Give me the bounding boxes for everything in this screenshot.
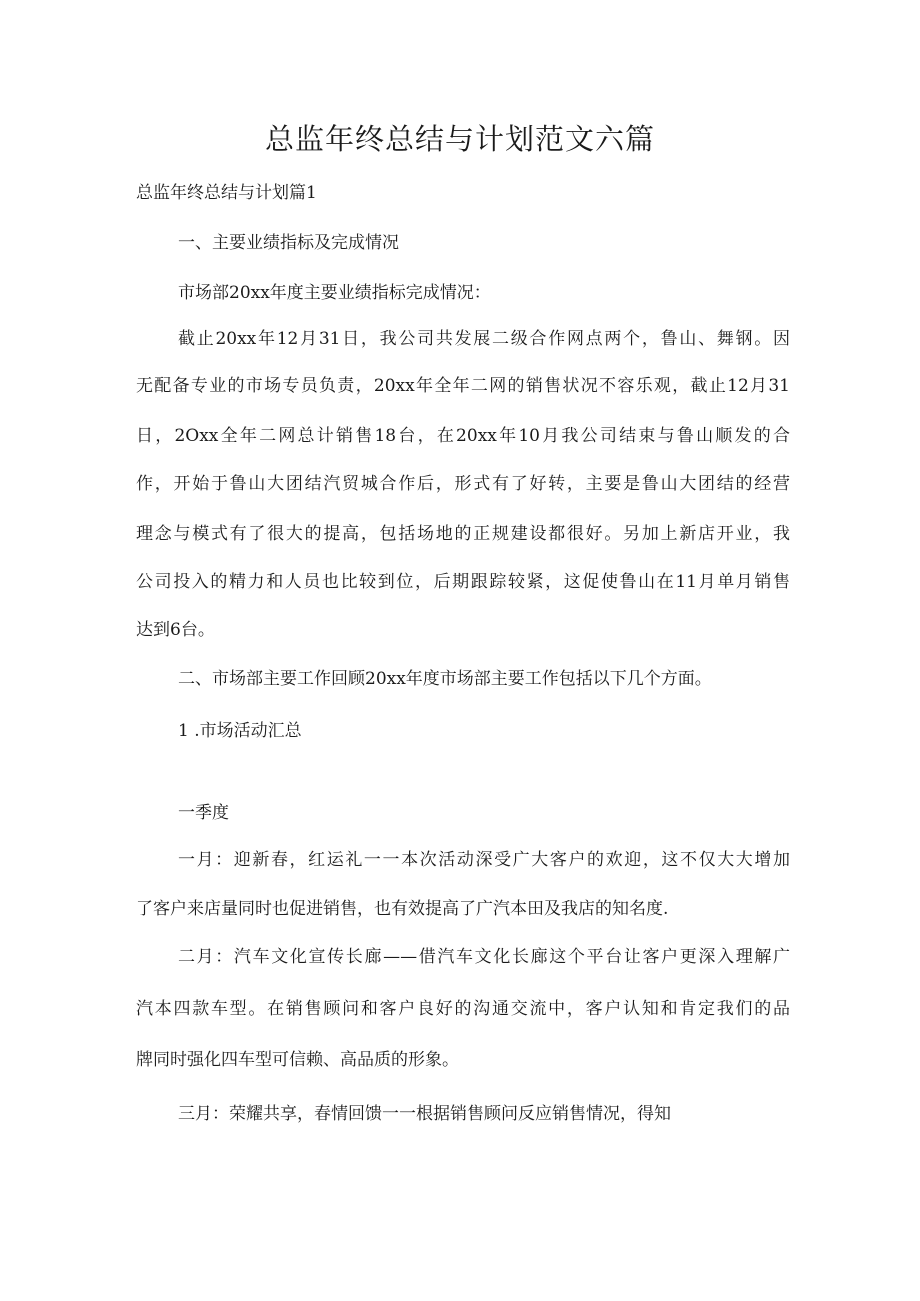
paragraph-line: 公司投入的精力和人员也比较到位，后期跟踪较紧，这促使鲁山在11月单月销售 [136, 572, 790, 592]
paragraph-line: 日，2Oxx全年二网总计销售18台，在20xx年10月我公司结束与鲁山顺发的合 [136, 426, 790, 446]
section-heading: 总监年终总结与计划篇1 [136, 183, 317, 203]
paragraph-line: 理念与模式有了很大的提高，包括场地的正规建设都很好。另加上新店开业，我 [136, 524, 790, 544]
paragraph-line: 二月：汽车文化宣传长廊——借汽车文化长廊这个平台让客户更深入理解广 [178, 947, 790, 967]
paragraph-line: 汽本四款车型。在销售顾问和客户良好的沟通交流中，客户认知和肯定我们的品 [136, 999, 790, 1019]
paragraph-line: 牌同时强化四车型可信赖、高品质的形象。 [136, 1050, 459, 1070]
paragraph-line: 一月：迎新春，红运礼一一本次活动深受广大客户的欢迎，这不仅大大增加 [178, 850, 790, 870]
paragraph-line: 无配备专业的市场专员负责，20xx年全年二网的销售状况不容乐观，截止12月31 [136, 376, 790, 396]
paragraph-intro: 市场部20xx年度主要业绩指标完成情况： [178, 283, 491, 303]
paragraph-line: 三月：荣耀共享，春情回馈一一根据销售顾问反应销售情况，得知 [178, 1104, 671, 1124]
heading-quarter: 一季度 [178, 803, 229, 823]
paragraph-line: 了客户来店量同时也促进销售，也有效提高了广汽本田及我店的知名度. [136, 899, 669, 919]
heading-activities: 1 .市场活动汇总 [178, 721, 302, 741]
paragraph-line: 达到6台。 [136, 620, 215, 640]
document-title: 总监年终总结与计划范文六篇 [264, 122, 655, 156]
heading-performance: 一、主要业绩指标及完成情况 [178, 233, 399, 253]
paragraph-line: 截止20xx年12月31日，我公司共发展二级合作网点两个，鲁山、舞钢。因 [178, 329, 790, 349]
heading-review: 二、市场部主要工作回顾20xx年度市场部主要工作包括以下几个方面。 [178, 669, 712, 689]
paragraph-line: 作，开始于鲁山大团结汽贸城合作后，形式有了好转，主要是鲁山大团结的经营 [136, 474, 790, 494]
